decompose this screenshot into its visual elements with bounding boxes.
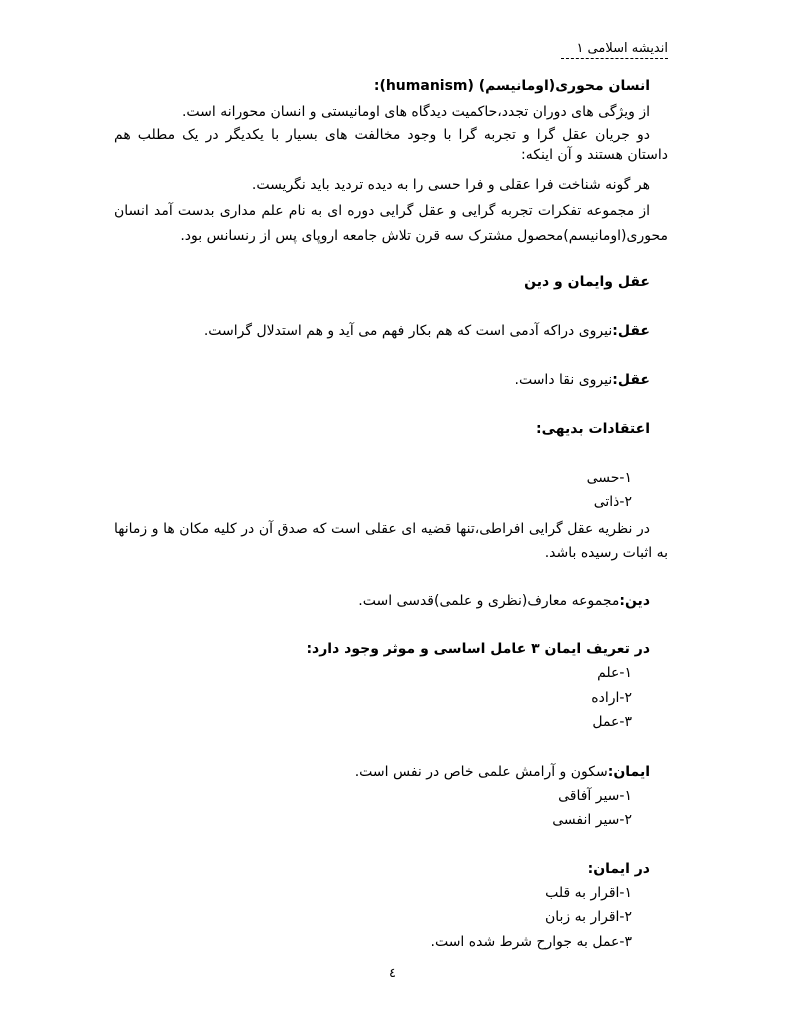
definition-iman — [355, 762, 650, 782]
paragraph: از مجموعه تفکرات تجربه گرایی و عقل گرایی دوره ای به نام علم مداری بدست آمد انسان محوری(اومانیسم)محصول مشترک سه قرن تلاش جامعه اروپای پس از رنسانس بود. — [114, 203, 668, 244]
heading-aql-iman-din: عقل وایمان و دین — [524, 274, 650, 290]
list-item: ۳-عمل به جوارح شرط شده است. — [430, 934, 632, 950]
list-item: ۱-حسی — [586, 470, 632, 486]
paragraph: در نظریه عقل گرایی افراطی،تنها قضیه ای عقلی است که صدق آن در کلیه مکان ها و زمانها به اثبات رسیده باشد. — [114, 521, 668, 561]
paragraph: دو جریان عقل گرا و تجربه گرا با وجود مخالفت های بسیار با یکدیگر در یک مطلب هم داستان هستند و آن اینکه: — [114, 127, 668, 163]
list-item: ۲-اراده — [591, 690, 632, 706]
definition-text: نیروی دراکه آدمی است که هم بکار فهم می آید و هم استدلال گراست. — [203, 323, 613, 339]
list-item: ۲-اقرار به زبان — [544, 909, 632, 925]
term: دین: — [619, 593, 650, 609]
list-item: ۱-سیر آفاقی — [558, 788, 632, 804]
paragraph: از ویژگی های دوران تجدد،حاکمیت دیدگاه های اومانیستی و انسان محورانه است. — [181, 104, 650, 120]
list-item: ۲-سیر انفسی — [552, 812, 632, 828]
term: عقل: — [612, 372, 650, 388]
list-item: ۳-عمل — [592, 714, 632, 730]
heading-humanism: انسان محوری(اومانیسم) (humanism): — [373, 78, 650, 94]
definition-aql-1 — [204, 321, 650, 341]
header-rule — [561, 58, 668, 59]
list-item: ۲-ذاتی — [593, 494, 632, 510]
running-header: اندیشه اسلامی ۱ — [576, 41, 668, 56]
definition-aql-2 — [515, 370, 651, 390]
term: ایمان: — [607, 764, 650, 780]
heading-iman-definition: در تعریف ایمان ۳ عامل اساسی و موثر وجود دارد: — [306, 641, 650, 657]
definition-text: نیروی نقا داست. — [514, 372, 613, 388]
list-item: ۱-علم — [597, 665, 632, 681]
definition-din — [358, 591, 650, 611]
list-item: ۱-اقرار به قلب — [545, 885, 632, 901]
term: عقل: — [612, 323, 650, 339]
heading-dar-iman: در ایمان: — [587, 861, 650, 877]
page-number: ٤ — [389, 966, 396, 981]
definition-text: سکون و آرامش علمی خاص در نفس است. — [354, 764, 608, 780]
paragraph: هر گونه شناخت فرا عقلی و فرا حسی را به دیده تردید باید نگریست. — [251, 177, 650, 193]
definition-text: مجموعه معارف(نظری و علمی)قدسی است. — [358, 593, 620, 609]
heading-beliefs: اعتقادات بدیهی: — [536, 421, 650, 437]
